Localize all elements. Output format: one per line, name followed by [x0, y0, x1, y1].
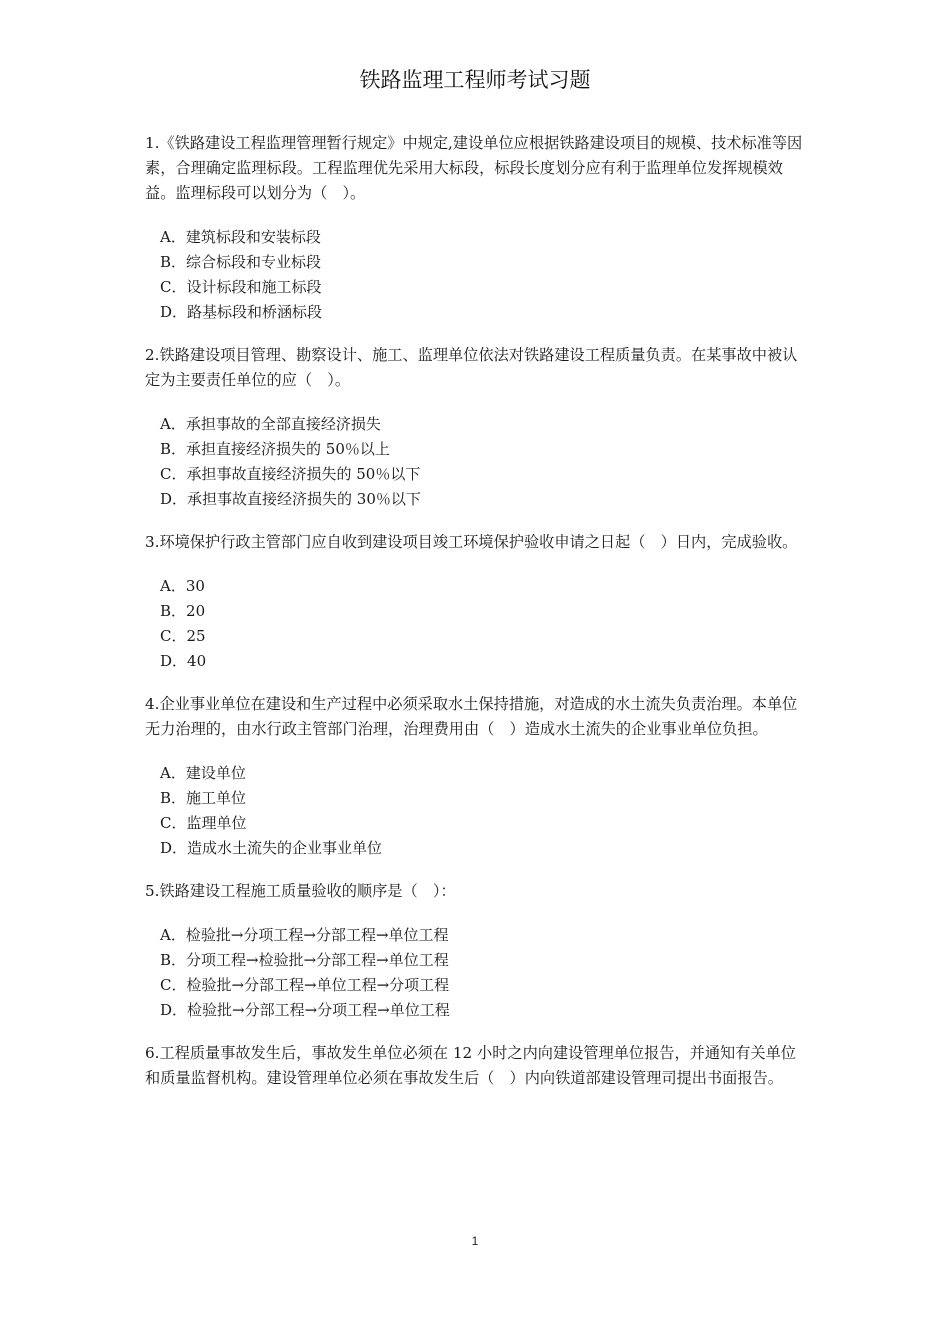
question-stem: 5.铁路建设工程施工质量验收的顺序是（ ）：	[145, 882, 456, 900]
option-d: D．40	[160, 652, 207, 670]
question-3	[145, 530, 810, 674]
option-c: C．25	[160, 627, 206, 645]
option-c: C．设计标段和施工标段	[160, 278, 322, 296]
question-stem: 3.环境保护行政主管部门应自收到建设项目竣工环境保护验收申请之日起（ ）日内，完成验收。	[145, 533, 798, 551]
option-b: B．综合标段和专业标段	[160, 253, 322, 271]
question-list	[145, 131, 810, 1110]
question-5	[145, 879, 810, 1023]
option-d: D．路基标段和桥涵标段	[160, 303, 323, 321]
option-list	[145, 412, 810, 512]
option-b: B．施工单位	[160, 789, 247, 807]
option-a: A．承担事故的全部直接经济损失	[160, 415, 381, 433]
option-b: B．分项工程→检验批→分部工程→单位工程	[160, 951, 449, 969]
question-2	[145, 343, 810, 512]
question-stem: 6.工程质量事故发生后，事故发生单位必须在 12 小时之内向建设管理单位报告，并通知有关单位和质量监督机构。建设管理单位必须在事故发生后（ ）内向铁道部建设管理司提出书面报告。	[145, 1044, 796, 1087]
option-list	[145, 923, 810, 1023]
option-d: D．造成水土流失的企业事业单位	[160, 839, 383, 857]
question-stem: 1.《铁路建设工程监理管理暂行规定》中规定,建设单位应根据铁路建设项目的规模、技术标准等因素，合理确定监理标段。工程监理优先采用大标段，标段长度划分应有利于监理单位发挥规模效益。监理标段可以划分为（ ）。	[145, 134, 803, 202]
option-c: C．检验批→分部工程→单位工程→分项工程	[160, 976, 450, 994]
option-a: A．检验批→分项工程→分部工程→单位工程	[160, 926, 449, 944]
option-list	[145, 574, 810, 674]
option-b: B．承担直接经济损失的 50％以上	[160, 440, 390, 458]
option-a: A．建设单位	[160, 764, 246, 782]
option-c: C．监理单位	[160, 814, 247, 832]
page-number: 1	[471, 1234, 479, 1248]
option-d: D．检验批→分部工程→分项工程→单位工程	[160, 1001, 450, 1019]
option-b: B．20	[160, 602, 206, 620]
option-c: C．承担事故直接经济损失的 50％以下	[160, 465, 421, 483]
question-stem: 2.铁路建设项目管理、勘察设计、施工、监理单位依法对铁路建设工程质量负责。在某事故中被认定为主要责任单位的应（ ）。	[145, 346, 798, 389]
question-6	[145, 1041, 810, 1091]
option-d: D．承担事故直接经济损失的 30％以下	[160, 490, 421, 508]
question-4	[145, 692, 810, 861]
question-1	[145, 131, 810, 325]
option-a: A．30	[160, 577, 205, 595]
document-title: 铁路监理工程师考试习题	[359, 68, 591, 92]
option-list	[145, 225, 810, 325]
option-a: A．建筑标段和安装标段	[160, 228, 321, 246]
question-stem: 4.企业事业单位在建设和生产过程中必须采取水土保持措施，对造成的水土流失负责治理。本单位无力治理的，由水行政主管部门治理，治理费用由（ ）造成水土流失的企业事业单位负担。	[145, 695, 798, 738]
option-list	[145, 761, 810, 861]
